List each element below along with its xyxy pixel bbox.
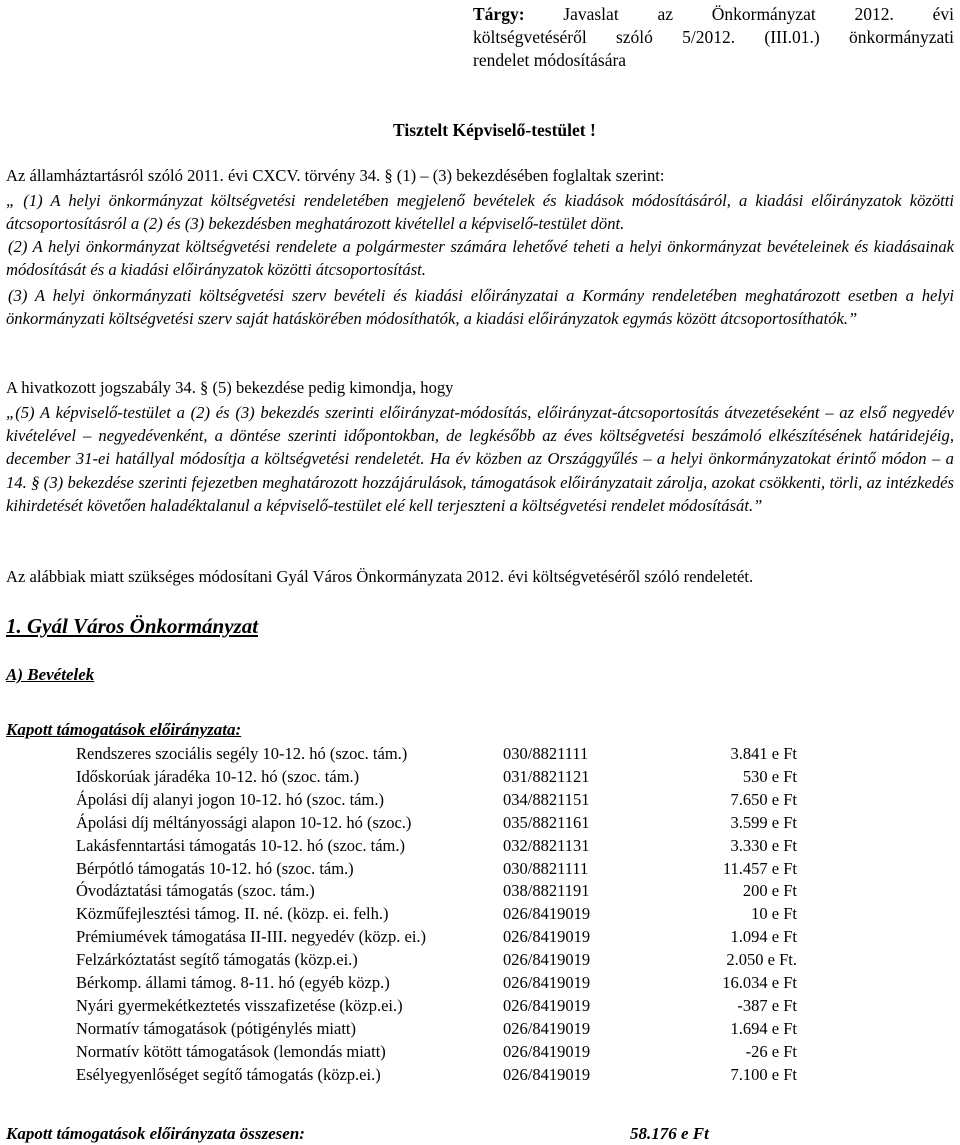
subject-word: Önkormányzat — [711, 4, 816, 24]
row-amount: 200 e Ft — [742, 881, 797, 901]
table-row — [0, 881, 960, 904]
row-amount: 1.694 e Ft — [730, 1018, 797, 1038]
table-title: Kapott támogatások előirányzata: — [6, 720, 242, 739]
row-amount: 11.457 e Ft — [722, 858, 797, 878]
row-code: 026/8419019 — [503, 904, 591, 924]
row-name: Bérpótló támogatás 10-12. hó (szoc. tám.) — [76, 858, 354, 878]
row-name: Lakásfenntartási támogatás 10-12. hó (szoc. tám.) — [76, 835, 405, 855]
row-name: Ápolási díj alanyi jogon 10-12. hó (szoc. tám.) — [76, 789, 384, 809]
row-name: Prémiumévek támogatása II-III. negyedév (közp. ei.) — [76, 927, 427, 947]
row-amount: 7.650 e Ft — [730, 789, 797, 809]
row-name: Időskorúak járadéka 10-12. hó (szoc. tám.) — [76, 766, 360, 786]
row-amount: -387 e Ft — [737, 995, 797, 1015]
row-amount: 3.841 e Ft — [730, 744, 797, 763]
row-name: Normatív támogatások (pótigénylés miatt) — [76, 1018, 356, 1038]
row-code: 026/8419019 — [503, 1018, 591, 1038]
row-amount: 2.050 e Ft. — [726, 950, 797, 970]
subsection-title: A) Bevételek — [6, 665, 95, 684]
table-row — [0, 1019, 960, 1042]
row-code: 035/8821161 — [503, 812, 590, 832]
conclusion-line: Az alábbiak miatt szükséges módosítani Gyál Város Önkormányzata 2012. évi költségvetéséről szóló rendeletét. — [6, 567, 754, 586]
row-code: 038/8821191 — [503, 881, 590, 901]
table-row — [0, 790, 960, 813]
row-code: 034/8821151 — [503, 789, 590, 809]
row-code: 026/8419019 — [503, 950, 591, 970]
total-value: 58.176 e Ft — [630, 1124, 709, 1143]
section-title: 1. Gyál Város Önkormányzat — [6, 614, 259, 638]
row-amount: 3.330 e Ft — [730, 835, 797, 855]
table-row — [0, 927, 960, 950]
table-row — [0, 813, 960, 836]
salutation: Tisztelt Képviselő-testület ! — [393, 120, 596, 140]
subject-label: Tárgy: — [473, 4, 525, 24]
reference-quote — [6, 401, 954, 517]
row-name: Normatív kötött támogatások (lemondás miatt) — [76, 1041, 386, 1061]
table-row — [0, 950, 960, 973]
row-name: Esélyegyenlőséget segítő támogatás (közp.ei.) — [76, 1064, 381, 1084]
row-amount: 7.100 e Ft — [730, 1064, 797, 1084]
reference-quote-part-1: „(5) A képviselő-testület a (2) és (3) bekezdés szerinti előirányzat-módosítás, előirányzat-átcsoportosítás átvezetéseként – az első negyedév kivételével – negyedévenként, a döntése szerinti időpontokban, de legkésőbb az éves költségvetési beszámoló elkészítésének határidejéig, december 31-ei hatállyal módosítja a költségvetési rendeletét. — [6, 403, 954, 469]
row-amount: -26 e Ft — [745, 1041, 797, 1061]
row-code: 026/8419019 — [503, 995, 591, 1015]
row-code: 030/8821111 — [503, 858, 589, 878]
row-amount: 3.599 e Ft — [730, 812, 797, 832]
table-row — [0, 973, 960, 996]
row-name: Ápolási díj méltányossági alapon 10-12. hó (szoc.) — [76, 812, 412, 832]
row-name: Felzárkóztatást segítő támogatás (közp.ei.) — [76, 950, 358, 970]
row-name: Óvodáztatási támogatás (szoc. tám.) — [76, 881, 315, 901]
subject-word: önkormányzati — [849, 27, 954, 47]
reference-quote-part-2: Ha év közben az Országgyűlés – a helyi önkormányzatokat érintő módon – a 14. § (3) bekezdése szerinti fejezetben meghatározott hozzájárulások, támogatások előirányzatait zárolja, azokat csökkenti, törli, az intézkedés kihirdetését követően haladéktalanul a képviselő-testület elé kell terjeszteni a költségvetési rendelet módosítását.” — [6, 449, 954, 515]
table-row — [0, 996, 960, 1019]
table-row — [0, 836, 960, 859]
subject-word: 5/2012. — [682, 27, 736, 47]
row-amount: 1.094 e Ft — [730, 927, 797, 947]
subject-word: szóló — [615, 27, 653, 47]
row-code: 030/8821111 — [503, 744, 589, 763]
quote-paragraph-1: „ (1) A helyi önkormányzat költségvetési rendeletében megjelenő bevételek és kiadások módosításáról, a kiadási előirányzatok közötti átcsoportosításról a (2) és (3) bekezdésben meghatározott kivétellel a képviselő-testület dönt. — [6, 191, 954, 234]
row-amount: 10 e Ft — [751, 904, 797, 924]
table-row — [0, 1065, 960, 1088]
subject-word: 2012. — [854, 4, 894, 24]
row-code: 026/8419019 — [503, 1041, 591, 1061]
row-code: 032/8821131 — [503, 835, 590, 855]
table-row — [0, 1042, 960, 1065]
row-amount: 16.034 e Ft — [722, 973, 797, 992]
subject-line-2 — [473, 27, 954, 48]
row-code: 026/8419019 — [503, 973, 591, 992]
intro-line: Az államháztartásról szóló 2011. évi CXCV. törvény 34. § (1) – (3) bekezdésében foglaltak szerint: — [6, 166, 665, 185]
quote-paragraph-3: (3) A helyi önkormányzati költségvetési szerv bevételi és kiadási előirányzatai a Kormány rendeletében meghatározott esetben a helyi önkormányzati költségvetési szerv saját hatáskörében módosíthatók, a kiadási előirányzatok egymás között átcsoportosíthatók.” — [6, 286, 954, 329]
subject-word: Javaslat — [563, 4, 619, 24]
subject-word: az — [657, 4, 673, 24]
table-row — [0, 744, 960, 767]
table-row — [0, 904, 960, 927]
row-code: 026/8419019 — [503, 1064, 591, 1084]
reference-line: A hivatkozott jogszabály 34. § (5) bekezdése pedig kimondja, hogy — [6, 378, 454, 397]
subject-line-3: rendelet módosítására — [473, 50, 627, 70]
table-row — [0, 767, 960, 790]
row-amount: 530 e Ft — [742, 766, 797, 786]
row-code: 026/8419019 — [503, 927, 591, 947]
subject-word: évi — [932, 4, 954, 24]
table-row — [0, 859, 960, 882]
subject-word: (III.01.) — [764, 27, 820, 47]
quote-paragraph-2: (2) A helyi önkormányzat költségvetési rendelete a polgármester számára lehetővé teheti a helyi önkormányzat bevételeinek és kiadásainak módosítását és a kiadási előirányzatok közötti átcsoportosítást. — [6, 237, 954, 280]
row-name: Nyári gyermekétkeztetés visszafizetése (közp.ei.) — [76, 995, 403, 1015]
total-label: Kapott támogatások előirányzata összesen: — [6, 1124, 305, 1143]
subject-word: költségvetéséről — [473, 27, 587, 47]
row-name: Közműfejlesztési támog. II. né. (közp. ei. felh.) — [76, 904, 389, 924]
row-name: Rendszeres szociális segély 10-12. hó (szoc. tám.) — [76, 744, 408, 763]
row-code: 031/8821121 — [503, 766, 590, 786]
row-name: Bérkomp. állami támog. 8-11. hó (egyéb közp.) — [76, 973, 390, 992]
subject-line-1 — [473, 4, 954, 25]
